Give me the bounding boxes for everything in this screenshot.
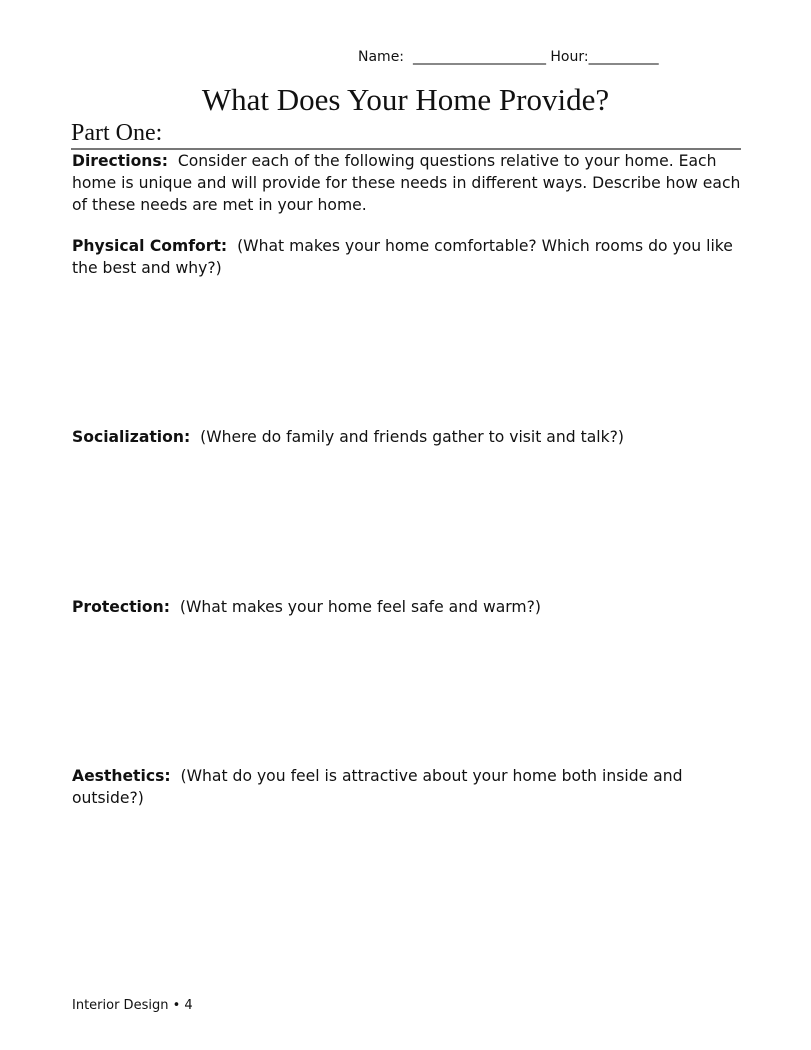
page-footer: Interior Design • 4 <box>72 998 193 1013</box>
hour-field[interactable]: __________ <box>588 49 659 65</box>
page-title: What Does Your Home Provide? <box>201 82 610 117</box>
question-label: Physical Comfort: <box>72 237 228 255</box>
part-heading: Part One: <box>71 120 163 146</box>
question-socialization <box>72 426 744 448</box>
question-text: (What do you feel is attractive about your home both inside and outside?) <box>72 767 683 807</box>
directions-label: Directions: <box>72 152 168 170</box>
name-hour-header <box>358 49 659 65</box>
question-physical-comfort <box>72 235 744 279</box>
question-text: (What makes your home comfortable? Which rooms do you like the best and why?) <box>72 237 733 277</box>
question-text: (Where do family and friends gather to visit and talk?) <box>200 428 624 446</box>
question-label: Protection: <box>72 598 170 616</box>
question-label: Aesthetics: <box>72 767 171 785</box>
question-protection <box>72 596 744 618</box>
hour-label: Hour: <box>550 49 589 65</box>
name-field[interactable]: ___________________ <box>412 49 546 65</box>
directions-text: Consider each of the following questions relative to your home. Each home is unique and will provide for these needs in different ways. Describe how each of these needs are met in your home. <box>72 152 741 214</box>
question-aesthetics <box>72 765 744 809</box>
question-label: Socialization: <box>72 428 191 446</box>
directions <box>72 150 744 216</box>
name-label: Name: <box>358 49 405 65</box>
question-text: (What makes your home feel safe and warm?) <box>179 598 541 616</box>
